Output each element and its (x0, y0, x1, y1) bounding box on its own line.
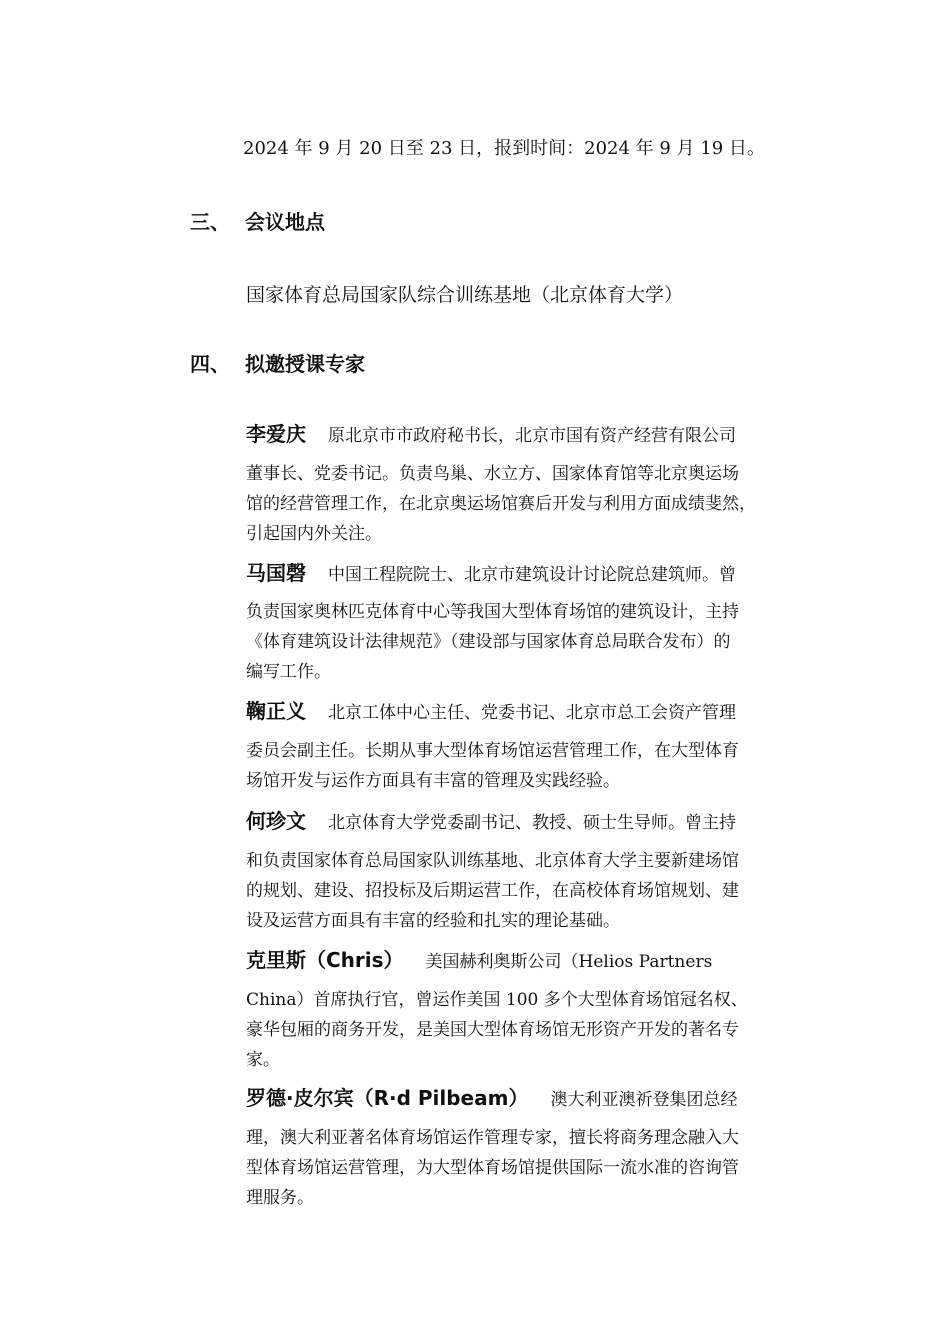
expert-bio-line: 型体育场馆运营管理，为大型体育场馆提供国际一流水准的咨询管 (246, 1158, 739, 1178)
expert-bio-line: 设及运营方面具有丰富的经验和扎实的理论基础。 (246, 911, 620, 931)
section-title: 拟邀授课专家 (245, 352, 365, 376)
expert-name: 鞠正义 (246, 699, 306, 723)
section-title: 会议地点 (245, 210, 325, 234)
expert-bio-line: 家。 (246, 1050, 280, 1070)
expert-bio (246, 985, 816, 1075)
expert-entry-first-line (246, 808, 736, 836)
expert-entry-first-line (246, 947, 712, 975)
expert-name: 克里斯（Chris） (246, 948, 404, 972)
expert-bio-first-line: 北京工体中心主任、党委书记、北京市总工会资产管理 (328, 703, 736, 723)
section-heading-experts (190, 351, 365, 377)
expert-entry-first-line (246, 698, 736, 726)
section-number: 四、 (190, 352, 230, 376)
expert-bio-line: 场馆开发与运作方面具有丰富的管理及实践经验。 (246, 771, 620, 791)
expert-name: 马国磬 (246, 561, 306, 585)
expert-bio (246, 846, 816, 936)
expert-name: 何珍文 (246, 809, 306, 833)
expert-bio (246, 459, 816, 549)
expert-bio-first-line: 北京体育大学党委副书记、教授、硕士生导师。曾主持 (328, 813, 736, 833)
venue-text: 国家体育总局国家队综合训练基地（北京体育大学） (246, 284, 684, 306)
expert-entry-first-line (246, 1085, 737, 1113)
expert-name: 罗德·皮尔宾（R·d Pilbeam） (246, 1086, 529, 1110)
expert-bio-line: 理服务。 (246, 1188, 314, 1208)
expert-bio-line: 理，澳大利亚著名体育场馆运作管理专家，擅长将商务理念融入大 (246, 1128, 739, 1148)
expert-bio-line: 的规划、建设、招投标及后期运营工作，在高校体育场馆规划、建 (246, 881, 739, 901)
expert-bio (246, 1123, 816, 1213)
expert-name: 李爱庆 (246, 422, 306, 446)
expert-bio-line: 豪华包厢的商务开发，是美国大型体育场馆无形资产开发的著名专 (246, 1020, 739, 1040)
expert-bio-line: 董事长、党委书记。负责鸟巢、水立方、国家体育馆等北京奥运场 (246, 464, 739, 484)
expert-bio-first-line: 中国工程院院士、北京市建筑设计讨论院总建筑师。曾 (328, 565, 736, 585)
expert-bio-line: 和负责国家体育总局国家队训练基地、北京体育大学主要新建场馆 (246, 851, 739, 871)
expert-bio-line: 编写工作。 (246, 662, 331, 682)
expert-bio (246, 736, 816, 796)
expert-bio-line: 引起国内外关注。 (246, 524, 382, 544)
expert-entry-first-line (246, 560, 736, 588)
expert-bio-line: 馆的经营管理工作，在北京奥运场馆赛后开发与利用方面成绩斐然， (246, 494, 756, 514)
expert-bio-first-line: 澳大利亚澳祈登集团总经 (550, 1090, 738, 1110)
section-number: 三、 (190, 210, 230, 234)
expert-bio-line: China）首席执行官，曾运作美国 100 多个大型体育场馆冠名权、 (246, 990, 748, 1010)
expert-bio-first-line: 美国赫利奥斯公司（Helios Partners (425, 952, 713, 972)
expert-bio (246, 597, 816, 687)
expert-bio-line: 委员会副主任。长期从事大型体育场馆运营管理工作，在大型体育 (246, 741, 739, 761)
expert-entry-first-line (246, 421, 736, 449)
expert-bio-line: 负责国家奥林匹克体育中心等我国大型体育场馆的建筑设计，主持 (246, 602, 739, 622)
section-heading-venue (190, 209, 325, 235)
expert-bio-line: 《体育建筑设计法律规范》（建设部与国家体育总局联合发布）的 (246, 632, 731, 652)
expert-bio-first-line: 原北京市市政府秘书长，北京市国有资产经营有限公司 (328, 426, 736, 446)
meeting-date-line: 2024 年 9 月 20 日至 23 日，报到时间：2024 年 9 月 19 日。 (243, 138, 765, 159)
